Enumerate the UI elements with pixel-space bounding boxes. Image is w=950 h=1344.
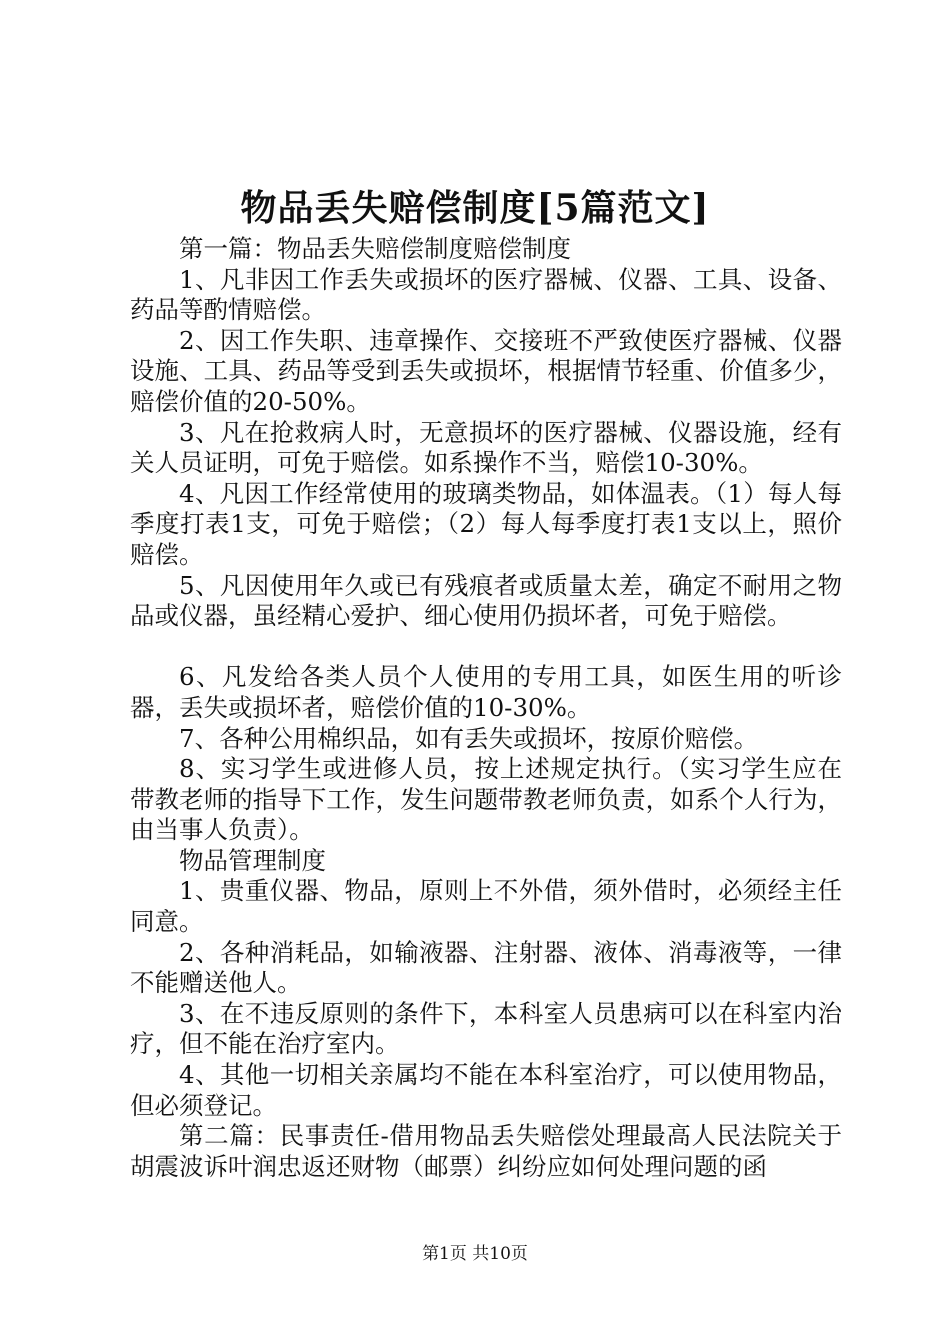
paragraph: 8、实习学生或进修人员，按上述规定执行。（实习学生应在带教老师的指导下工作，发生问题带教老师负责，如系个人行为，由当事人负责）。 (130, 754, 842, 845)
document-title: 物品丢失赔偿制度[5篇范文] (240, 187, 710, 229)
paragraph: 1、凡非因工作丢失或损坏的医疗器械、仪器、工具、设备、药品等酌情赔偿。 (130, 264, 842, 325)
paragraph: 2、各种消耗品，如输液器、注射器、液体、消毒液等，一律不能赠送他人。 (130, 937, 842, 998)
paragraph: 6、凡发给各类人员个人使用的专用工具，如医生用的听诊器，丢失或损坏者，赔偿价值的10-30%。 (130, 662, 842, 722)
paragraph: 3、凡在抢救病人时，无意损坏的医疗器械、仪器设施，经有关人员证明，可免于赔偿。如系操作不当，赔偿10-30%。 (130, 417, 842, 478)
paragraph: 4、其他一切相关亲属均不能在本科室治疗，可以使用物品，但必须登记。 (130, 1060, 842, 1120)
paragraph: 1、贵重仪器、物品，原则上不外借，须外借时，必须经主任同意。 (130, 876, 842, 937)
paragraph: 第一篇：物品丢失赔偿制度赔偿制度 (179, 234, 571, 263)
paragraph: 5、凡因使用年久或已有残痕者或质量太差，确定不耐用之物品或仪器，虽经精心爱护、细心使用仍损坏者，可免于赔偿。 (130, 570, 842, 631)
blank-line (130, 632, 842, 663)
page-number-footer: 第1页 共10页 (422, 1244, 528, 1264)
paragraph: 7、各种公用棉织品，如有丢失或损坏，按原价赔偿。 (179, 723, 759, 753)
paragraph: 第二篇：民事责任-借用物品丢失赔偿处理最高人民法院关于胡震波诉叶润忠返还财物（邮票）纠纷应如何处理问题的函 (130, 1121, 842, 1181)
section-heading: 物品管理制度 (179, 845, 326, 875)
document-body (130, 234, 842, 1182)
paragraph: 3、在不违反原则的条件下，本科室人员患病可以在科室内治疗，但不能在治疗室内。 (130, 998, 842, 1059)
paragraph: 2、因工作失职、违章操作、交接班不严致使医疗器械、仪器设施、工具、药品等受到丢失或损坏，根据情节轻重、价值多少，赔偿价值的20-50%。 (130, 325, 842, 416)
paragraph: 4、凡因工作经常使用的玻璃类物品，如体温表。（1）每人每季度打表1支，可免于赔偿；（2）每人每季度打表1支以上，照价赔偿。 (130, 478, 842, 569)
